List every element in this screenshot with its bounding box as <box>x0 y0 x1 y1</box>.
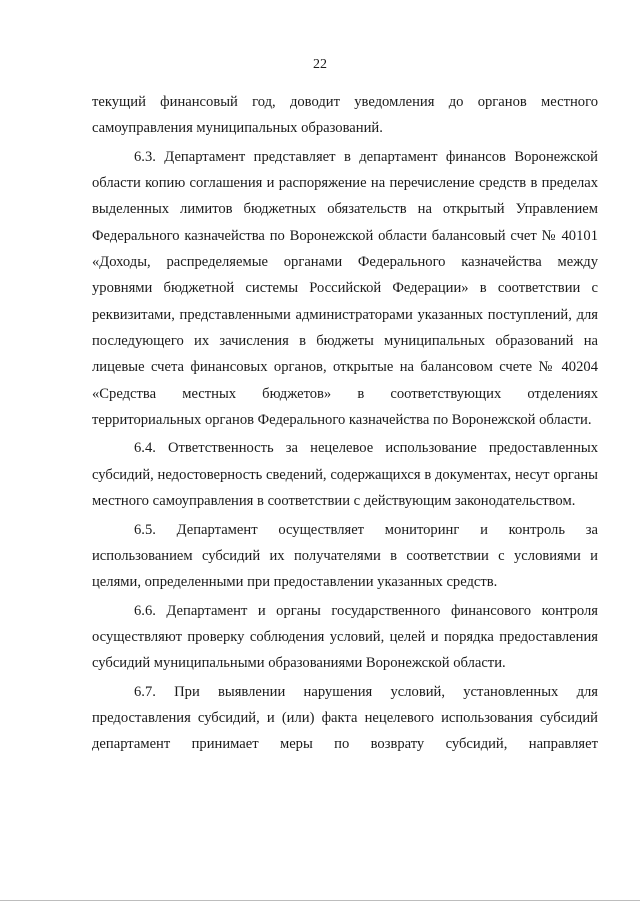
page-number: 22 <box>313 57 327 72</box>
paragraph-continuation: текущий финансовый год, доводит уведомления до органов местного самоуправления муниципальных образований. <box>92 94 598 137</box>
paragraph-6-7: 6.7. При выявлении нарушения условий, установленных для предоставления субсидий, и (или) факта нецелевого использования субсидий департамент принимает меры по возврату субсидий, направляет <box>92 683 598 753</box>
paragraph-6-6: 6.6. Департамент и органы государственного финансового контроля осуществляют проверку соблюдения условий, целей и порядка предоставления субсидий муниципальными образованиями Воронежской области. <box>92 602 598 672</box>
paragraph-6-3: 6.3. Департамент представляет в департамент финансов Воронежской области копию соглашения и распоряжение на перечисление средств в пределах выделенных лимитов бюджетных обязательств на открытый Управлением Федерального казначейства по Воронежской области балансовый счет № 40101 «Доходы, распределяемые органами Федерального казначейства между уровнями бюджетной системы Российской Федерации» в соответствии с реквизитами, представленными администраторами указанных поступлений, для последующего их зачисления в бюджеты муниципальных образований на лицевые счета финансовых органов, открытые на балансовом счете № 40204 «Средства местных бюджетов» в соответствующих отделениях территориальных органов Федерального казначейства по Воронежской области. <box>92 148 598 429</box>
document-body <box>92 89 598 760</box>
paragraph-6-5: 6.5. Департамент осуществляет мониторинг и контроль за использованием субсидий их получателями в соответствии с условиями и целями, определенными при предоставлении указанных средств. <box>92 521 598 591</box>
paragraph-6-4: 6.4. Ответственность за нецелевое использование предоставленных субсидий, недостоверность сведений, содержащихся в документах, несут органы местного самоуправления в соответствии с действующим законодательством. <box>92 440 598 510</box>
scan-edge-line <box>0 900 640 901</box>
